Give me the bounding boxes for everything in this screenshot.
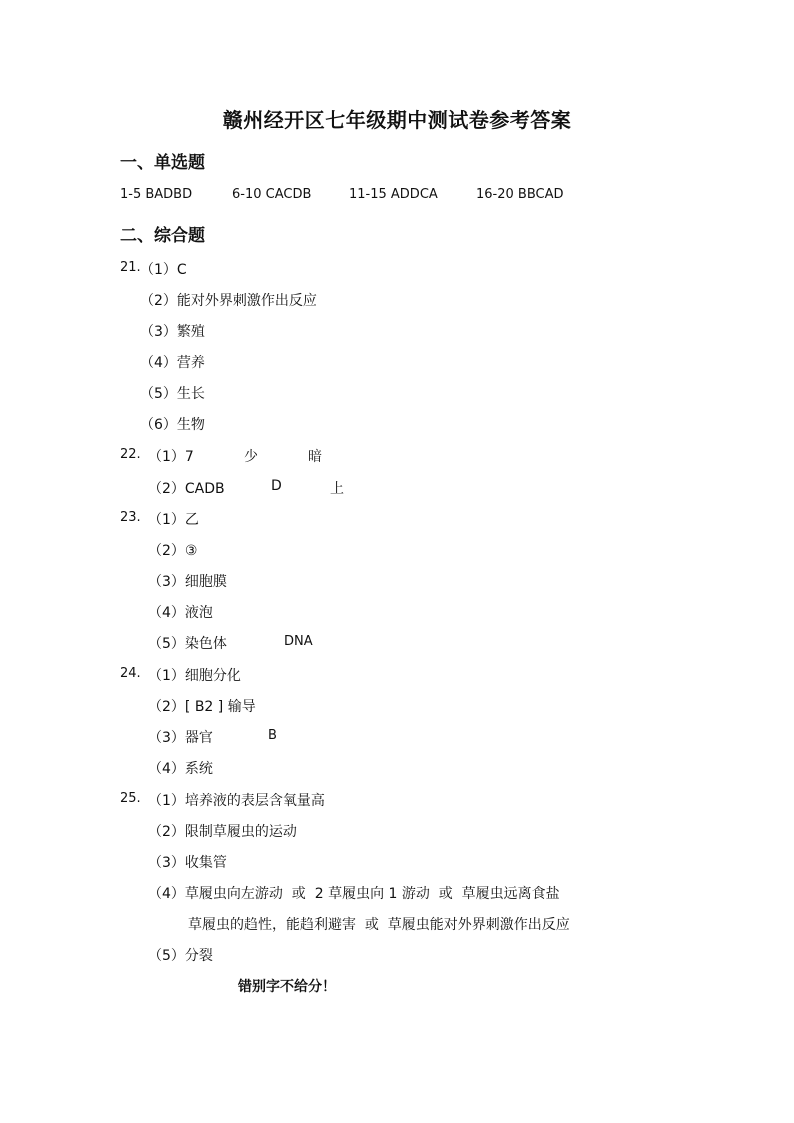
mc-answer-11-15: 11-15 ADDCA [349, 187, 438, 202]
answer-22-2-b: D [271, 478, 282, 494]
answer-25-1: （1）培养液的表层含氧量高 [148, 793, 325, 809]
mc-answer-6-10: 6-10 CACDB [232, 187, 312, 202]
question-number-21: 21. [120, 260, 141, 275]
answer-24-2: （2）[ B2 ] 输导 [148, 699, 256, 715]
answer-22-1-a: （1）7 [148, 449, 194, 465]
answer-21-1: （1）C [140, 262, 187, 278]
question-number-25: 25. [120, 791, 141, 806]
mc-answer-1-5: 1-5 BADBD [120, 187, 193, 202]
section-heading-comprehensive: 二、综合题 [120, 226, 205, 246]
answer-21-3: （3）繁殖 [140, 324, 205, 340]
question-number-23: 23. [120, 510, 141, 525]
answer-25-4-continued: 草履虫的趋性，能趋利避害 或 草履虫能对外界刺激作出反应 [188, 917, 570, 933]
answer-22-2-c: 上 [330, 481, 344, 497]
answer-24-3-b: B [268, 728, 277, 743]
answer-24-1: （1）细胞分化 [148, 668, 241, 684]
answer-22-2-a: （2）CADB [148, 481, 225, 497]
answer-21-6: （6）生物 [140, 417, 205, 433]
answer-25-2: （2）限制草履虫的运动 [148, 824, 297, 840]
question-number-22: 22. [120, 447, 141, 462]
answer-22-1-c: 暗 [308, 449, 322, 465]
answer-23-1: （1）乙 [148, 512, 199, 528]
question-number-24: 24. [120, 666, 141, 681]
mc-answer-16-20: 16-20 BBCAD [476, 187, 564, 202]
answer-22-1-b: 少 [244, 449, 258, 465]
answer-23-2: （2）③ [148, 543, 198, 559]
answer-21-2: （2）能对外界刺激作出反应 [140, 293, 317, 309]
answer-25-3: （3）收集管 [148, 855, 227, 871]
answer-21-5: （5）生长 [140, 386, 205, 402]
page-title: 赣州经开区七年级期中测试卷参考答案 [222, 108, 572, 132]
answer-23-3: （3）细胞膜 [148, 574, 227, 590]
answer-25-4: （4）草履虫向左游动 或 2 草履虫向 1 游动 或 草履虫远离食盐 [148, 886, 560, 902]
section-heading-multiple-choice: 一、单选题 [120, 153, 205, 173]
answer-23-4: （4）液泡 [148, 605, 213, 621]
answer-25-5: （5）分裂 [148, 948, 213, 964]
answer-23-5-b: DNA [284, 634, 313, 649]
answer-21-4: （4）营养 [140, 355, 205, 371]
grading-note: 错别字不给分！ [238, 979, 336, 995]
answer-24-4: （4）系统 [148, 761, 213, 777]
answer-24-3-a: （3）器官 [148, 730, 213, 746]
answer-23-5-a: （5）染色体 [148, 636, 227, 652]
